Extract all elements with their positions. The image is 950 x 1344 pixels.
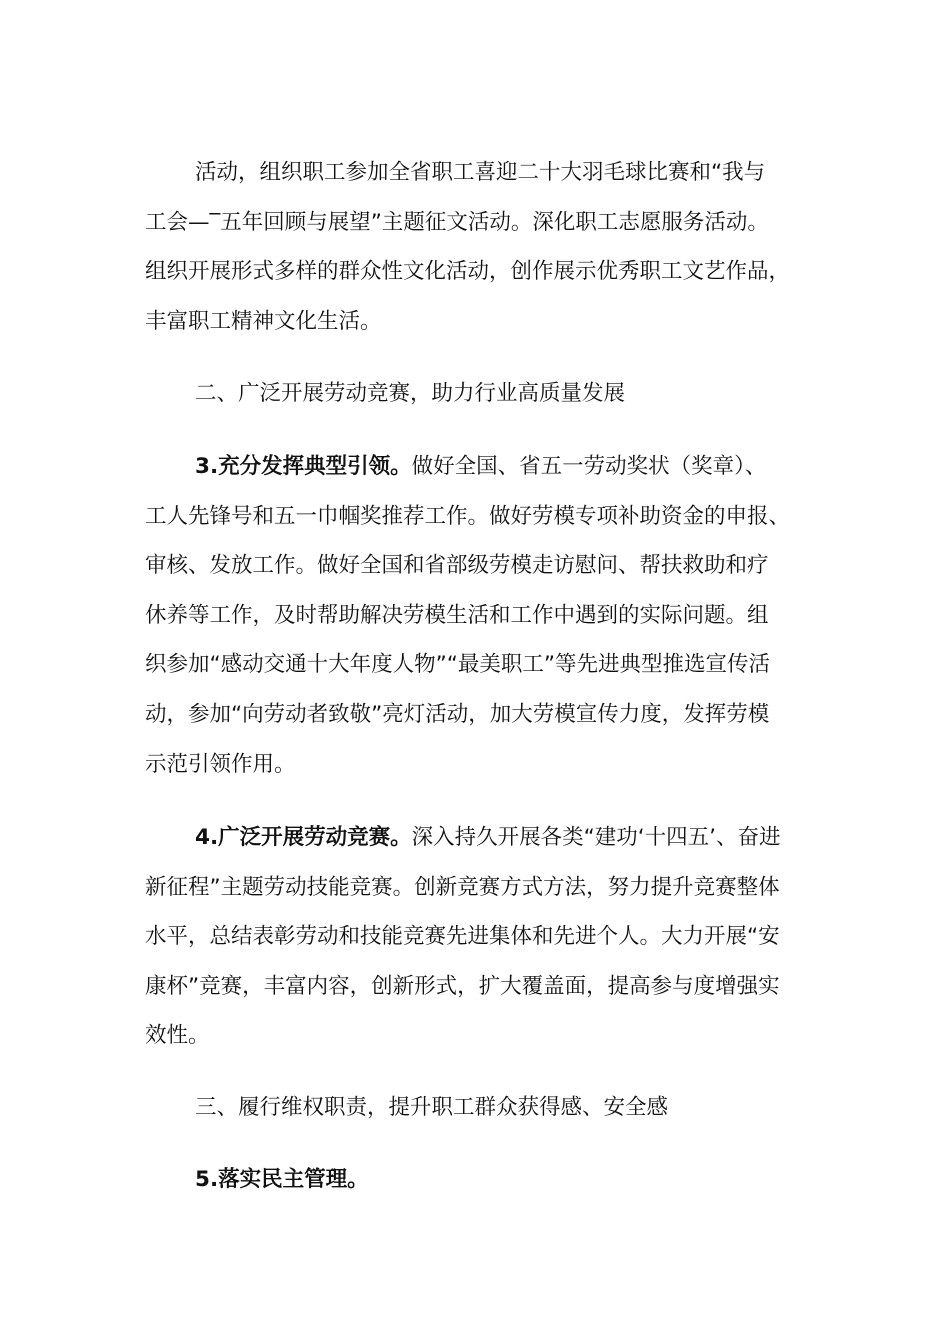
text-line: 新征程”主题劳动技能竞赛。创新竞赛方式方法，努力提升竞赛整体 [145,874,780,900]
paragraph-item-4 [145,813,805,1061]
text-line: 效性。 [145,1023,210,1049]
section-heading-rights-protection: 三、履行维权职责，提升职工群众获得感、安全感 [195,1095,669,1120]
text-line: 工会—‾五年回顾与展望”主题征文活动。深化职工志愿服务活动。 [145,209,769,235]
text-line: 活动，组织职工参加全省职工喜迎二十大羽毛球比赛和“我与 [195,160,766,185]
text-line: 织参加“感动交通十大年度人物”“最美职工”等先进典型推选宣传活 [145,652,771,678]
paragraph-item-3 [145,442,805,789]
text-line: 工人先锋号和五一巾帼奖推荐工作。做好劳模专项补助资金的申报、 [145,503,791,529]
text-line: 休养等工作，及时帮助解决劳模生活和工作中遇到的实际问题。组 [145,602,769,628]
text-line: 康杯”竞赛，丰富内容，创新形式，扩大覆盖面，提高参与度增强实 [145,973,780,999]
text-line: 丰富职工精神文化生活。 [145,308,382,334]
section-heading-labor-competition: 二、广泛开展劳动竞赛，助力行业高质量发展 [195,381,626,406]
item-text: 深入持久开展各类“建功‘十四五’、奋进 [411,825,781,850]
item-title: 3.充分发挥典型引领。 [195,454,412,479]
text-line: 组织开展形式多样的群众性文化活动，创作展示优秀职工文艺作品， [145,259,791,285]
text-line: 审核、发放工作。做好全国和省部级劳模走访慰问、帮扶救助和疗 [145,553,769,579]
text-line [145,442,805,492]
item-text: 做好全国、省五一劳动奖状（奖章）、 [411,454,767,479]
text-line: 动，参加“向劳动者致敬”亮灯活动，加大劳模宣传力度，发挥劳模 [145,701,770,727]
item-title: 4.广泛开展劳动竞赛。 [195,825,412,850]
item-5-title: 5.落实民主管理。 [195,1167,369,1192]
text-line: 示范引领作用。 [145,751,296,777]
paragraph-culture-activities [145,148,805,346]
text-line: 水平，总结表彰劳动和技能竞赛先进集体和先进个人。大力开展“安 [145,924,780,950]
text-line [145,813,805,863]
